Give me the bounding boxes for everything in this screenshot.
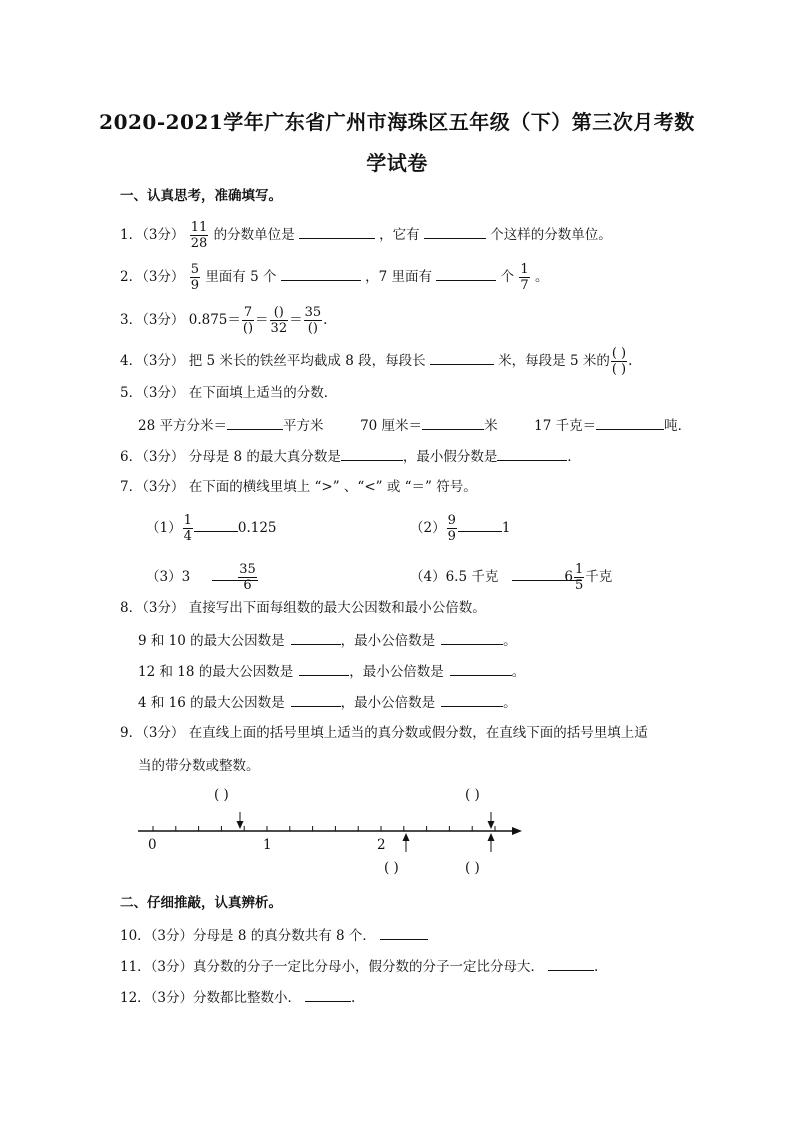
q7-p4-whole: 6 [564,569,573,585]
q4-fraction: $\frac{( )}{( )}$ [611,346,627,377]
q11-text: 真分数的分子一定比分母小，假分数的分子一定比分母大． [193,959,545,975]
q8-row-3-b: ，最小公倍数是 [340,695,436,711]
question-5 [120,383,337,403]
q9-number-line [130,800,530,860]
q10-number: 10．（3分） [120,928,194,944]
q8-row-3-c: 。 [503,695,517,711]
q3-fraction-1: $\frac{7}{()}$ [242,305,254,336]
q2-blank-2[interactable] [436,266,496,281]
q8-text: 直接写出下面每组数的最大公因数和最小公倍数。 [188,600,486,616]
q2-text-2: ，7 里面有 [365,269,432,285]
q5-blank-c[interactable] [596,415,664,430]
q7-number: 7．（3分） [120,479,185,495]
q5-item-b: 70 厘米＝ [360,418,423,434]
q12-number: 12．（3分） [120,990,194,1006]
q9-text-1: 在直线上面的括号里填上适当的真分数或假分数，在直线下面的括号里填上适 [188,725,648,741]
q4-text-2: 米，每段是 5 米的 [498,353,610,369]
q8-row-1-b: ，最小公倍数是 [340,633,436,649]
q6-blank-1[interactable] [341,446,403,461]
title-line-2: 学试卷 [366,151,428,175]
q1-text-3: 个这样的分数单位。 [490,227,612,243]
question-3 [120,305,327,336]
section-2-heading: 二、仔细推敲，认真辨析。 [120,895,282,911]
q7-part-4 [410,560,612,593]
q8-row-3-blank-1[interactable] [291,692,341,707]
q5-item-c: 17 千克＝ [534,418,597,434]
tick-label-2: 2 [377,837,386,853]
q5-blank-a[interactable] [227,415,283,430]
q2-fraction-2: $\frac{1}{7}$ [520,262,529,293]
q6-blank-2[interactable] [497,446,567,461]
q12-blank[interactable] [305,987,351,1002]
q3-fraction-3: $\frac{35}{()}$ [304,305,322,336]
down-arrow-2-head [488,821,495,829]
tick-label-1: 1 [263,837,272,853]
q1-text-2: ，它有 [379,227,420,243]
q12-text: 分数都比整数小． [193,990,302,1006]
q5-number: 5．（3分） [120,385,185,401]
tick-label-0: 0 [148,837,157,853]
q8-row-2-blank-1[interactable] [299,661,349,676]
q5-items [138,415,691,436]
q9-upper-paren-1[interactable]: ( ) [214,787,229,803]
question-11 [120,956,598,977]
q8-row-2-c: 。 [511,664,526,680]
q1-number: 1．（3分） [120,227,185,243]
q6-number: 6．（3分） [120,449,185,465]
q4-end: . [628,353,633,369]
q2-text-1: 里面有 5 个 [205,269,277,285]
q7-part-1 [146,513,277,544]
q7-p2-label: （2） [410,520,446,536]
question-4 [120,346,632,377]
question-1 [120,220,612,251]
q1-blank-2[interactable] [424,224,486,239]
question-2 [120,262,548,293]
q8-row-1-blank-2[interactable] [441,630,503,645]
q2-blank-1[interactable] [281,266,361,281]
q10-blank[interactable] [380,925,428,940]
q5-item-c-unit: 吨． [664,418,692,434]
q8-row-1-blank-1[interactable] [291,630,341,645]
number-line-arrowhead [512,827,522,835]
q8-row-2-a: 12 和 18 的最大公因数是 [138,664,294,680]
q6-text-2: ，最小假分数是 [402,449,498,465]
up-arrow-1-head [403,833,410,841]
q7-p4-fraction: $\frac{1}{5}$ [574,562,584,593]
q8-row-1-a: 9 和 10 的最大公因数是 [138,633,285,649]
q3-fraction-2: $\frac{()}{32}$ [270,305,288,336]
q5-text: 在下面填上适当的分数． [188,385,338,401]
q7-blank-2[interactable] [458,517,502,532]
q5-item-b-unit: 米 [484,418,498,434]
question-8 [120,598,486,618]
q3-eq-2: ＝ [289,312,303,328]
q6-text-3: ． [567,449,581,465]
q3-end: . [323,312,328,328]
q2-number: 2．（3分） [120,269,185,285]
q9-upper-paren-2[interactable]: ( ) [465,787,480,803]
question-6 [120,446,581,467]
q11-end: . [594,959,599,975]
q7-p4-unit: 千克 [585,569,613,585]
q7-p3-label: （3）3 [146,569,191,585]
q2-text-3: 个 [500,269,515,285]
q8-row-1-c: 。 [503,633,517,649]
question-10 [120,925,428,946]
q7-p4-label: （4）6.5 千克 [410,569,499,585]
q7-text: 在下面的横线里填上 “>” 、“<” 或 “＝” 符号。 [188,479,477,495]
q2-fraction: $\frac{5}{9}$ [190,262,200,293]
q4-number: 4．（3分） [120,353,185,369]
q9-lower-paren-1[interactable]: ( ) [384,860,399,876]
q6-text-1: 分母是 8 的最大真分数是 [188,449,341,465]
q8-row-2-blank-2[interactable] [450,661,512,676]
q3-text: 0.875＝ [188,312,241,328]
q8-row-2-b: ，最小公倍数是 [349,664,444,680]
q5-item-a-unit: 平方米 [282,418,324,434]
q1-fraction: $\frac{11}{28}$ [190,220,208,251]
q8-row-3 [138,692,517,713]
q8-number: 8．（3分） [120,600,185,616]
q5-blank-b[interactable] [422,415,484,430]
q8-row-3-blank-2[interactable] [441,692,503,707]
q7-blank-1[interactable] [194,517,238,532]
down-arrow-1-head [237,821,244,829]
q10-text: 分母是 8 的真分数共有 8 个． [193,928,376,944]
q8-row-3-a: 4 和 16 的最大公因数是 [138,695,285,711]
q7-p3-fraction: $\frac{35}{6}$ [239,562,256,593]
q7-p1-fraction: $\frac{1}{4}$ [183,513,192,544]
q7-p1-label: （1） [146,520,182,536]
q8-row-2 [138,661,525,682]
question-7 [120,477,477,497]
q9-text-2: 当的带分数或整数。 [138,758,260,774]
q7-part-3 [146,560,258,593]
q7-p2-fraction: $\frac{9}{9}$ [447,513,456,544]
q2-text-4: 。 [534,269,549,285]
q11-blank[interactable] [548,956,594,971]
q8-row-1 [138,630,517,651]
q12-end: . [351,990,356,1006]
q1-text-1: 的分数单位是 [213,227,295,243]
q4-blank[interactable] [430,350,494,365]
q7-part-2 [410,513,510,544]
q11-number: 11．（3分） [120,959,194,975]
question-12 [120,987,355,1008]
q9-number: 9．（3分） [120,725,185,741]
question-9 [120,723,648,743]
q5-item-a: 28 平方分米＝ [138,418,227,434]
up-arrow-2-head [488,833,495,841]
q3-eq-1: ＝ [255,312,269,328]
q7-p2-right: 1 [501,520,511,536]
section-1-heading: 一、认真思考，准确填写。 [120,188,282,204]
q3-number: 3．（3分） [120,312,185,328]
title-line-1: 2020-2021学年广东省广州市海珠区五年级（下）第三次月考数 [99,110,695,134]
q1-blank-1[interactable] [299,224,375,239]
q7-p1-right: 0.125 [237,520,277,536]
q4-text-1: 把 5 米长的铁丝平均截成 8 段，每段长 [188,353,426,369]
q9-lower-paren-2[interactable]: ( ) [465,860,480,876]
